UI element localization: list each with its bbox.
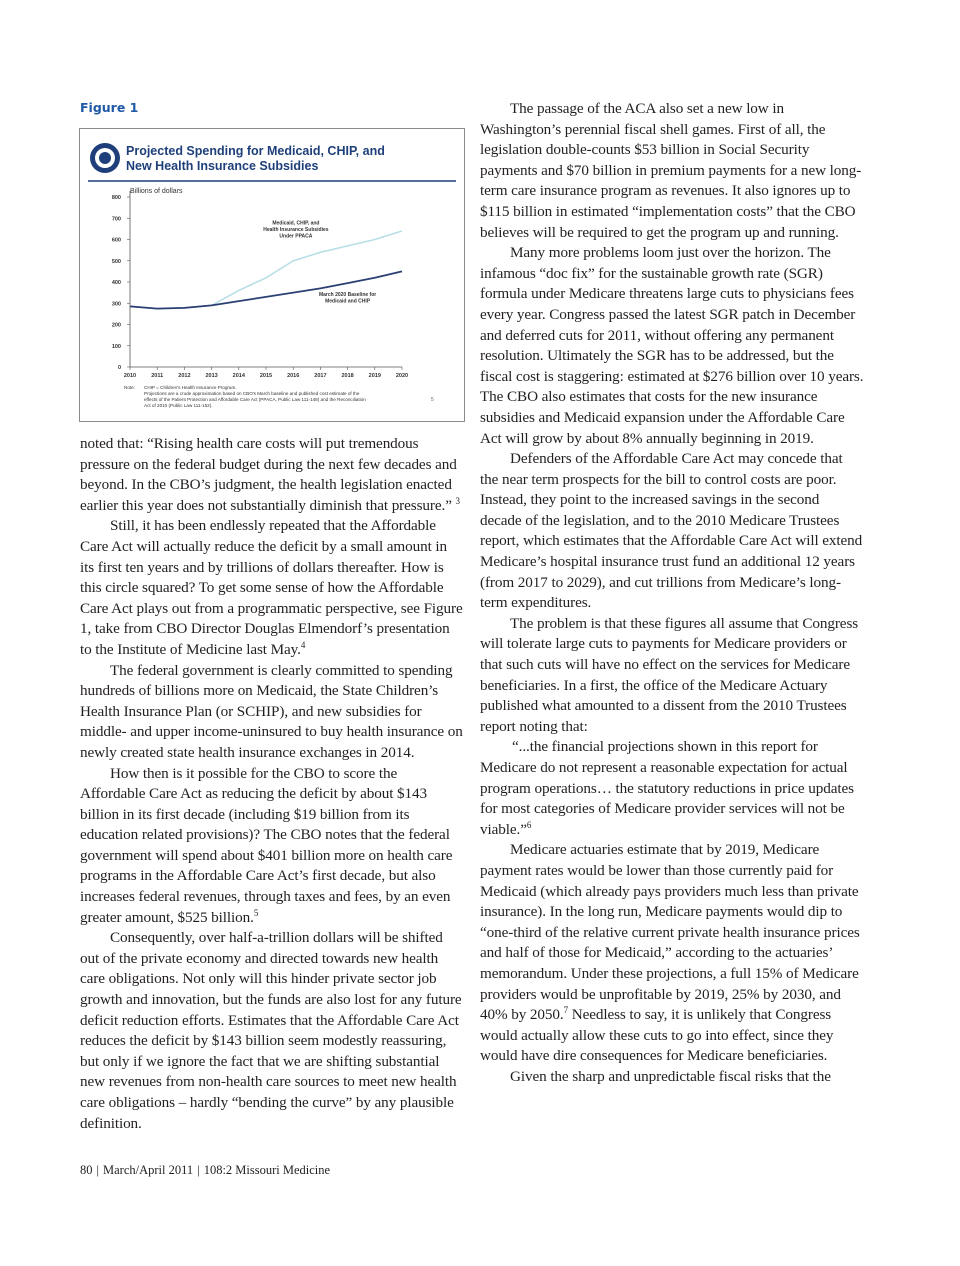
series-label: Under PPACA <box>279 233 313 240</box>
journal-name: 108:2 Missouri Medicine <box>203 1163 331 1177</box>
x-tick-label: 2010 <box>123 373 137 379</box>
x-tick-label: 2020 <box>395 373 409 379</box>
paragraph <box>80 516 464 660</box>
figure-label: Figure 1 <box>80 100 139 115</box>
page-number: 80 <box>80 1163 93 1177</box>
chart-title-line2: New Health Insurance Subsidies <box>126 159 319 173</box>
paragraph-text: noted that: “Rising health care costs will put tremendous pressure on the federal budget during the next few decades and beyond. In the CBO’s judgment, the health legislation enacted earlier this year does not substantially diminish that pressure.” <box>80 435 457 514</box>
paragraph: The federal government is clearly committed to spending hundreds of billions more on Medicaid, the State Children’s Health Insurance Plan (or SCHIP), and new subsidies for middle- and upper income-uninsured to buy health insurance on newly created state health insurance exchanges in 2014. <box>80 661 463 761</box>
footnote-ref: 4 <box>300 639 306 650</box>
paragraph: Given the sharp and unpredictable fiscal risks that the <box>510 1067 831 1085</box>
projected-spending-chart <box>80 129 464 421</box>
y-tick-label: 400 <box>111 280 121 286</box>
y-axis-label: Billions of dollars <box>130 188 183 195</box>
y-tick-label: 100 <box>111 343 121 350</box>
paragraph <box>80 434 464 516</box>
chart-note <box>124 385 434 408</box>
paragraph <box>480 840 864 1067</box>
series-label: Health Insurance Subsidies <box>263 227 329 234</box>
x-tick-label: 2013 <box>205 373 218 379</box>
y-tick-label: 700 <box>111 216 121 223</box>
figure-chart-panel <box>79 128 465 422</box>
x-tick-label: 2012 <box>178 373 191 379</box>
y-tick-label: 200 <box>111 322 121 329</box>
note-label: Note: <box>124 385 135 390</box>
x-tick-label: 2016 <box>287 373 300 379</box>
note-line: CHIP = Children's Health Insurance Program. <box>144 385 237 390</box>
paragraph-text: How then is it possible for the CBO to score the Affordable Care Act as reducing the deficit by about $143 billion in its first decade (including $19 billion from its education related provisions)? The CBO notes that the federal government will spend about $401 billion more on health care programs in the Affordable Care Act’s first decade, but also increases federal revenues, through taxes and fees, by an even greater amount, $525 billion. <box>80 764 453 926</box>
note-line: Projections are a crude approximation based on CBO's March baseline and published cost estimate of the <box>144 391 360 396</box>
paragraph: Many more problems loom just over the horizon. The infamous “doc fix” for the sustainable growth rate (SGR) formula under Medicare threatens large cuts to physicians fees every year. Congress passed the latest SGR patch in December and deferred cuts for 2011, without offering any permanent resolution. Ultimately the SGR has to be addressed, but the fiscal cost is staggering: estimated at $276 billion over 10 years. The CBO also estimates that costs for the new insurance subsidies and Medicaid expansion under the Affordable Care Act will grow by about 8% annually beginning in 2019. <box>480 244 864 447</box>
right-text-column <box>480 99 864 1088</box>
series-label: Medicaid, CHIP, and <box>272 220 320 227</box>
footnote-ref: 6 <box>526 819 532 830</box>
note-line: effects of the Patient Protection and Affordable Care Act (PPACA, Public Law 111-148) and the Reconciliation <box>144 397 366 402</box>
quote-text: “...the financial projections shown in this report for Medicare do not represent a reasonable expectation for actual program operations… the statutory reductions in price updates for most categories of Medicare provider services will not be viable.” <box>480 738 854 838</box>
paragraph: The problem is that these figures all assume that Congress will tolerate large cuts to payments for Medicare providers or that such cuts will have no effect on the services for Medicare beneficiaries. In a first, the office of the Medicare Actuary published what amounted to a dissent from the 2010 Trustees report noting that: <box>480 614 859 735</box>
x-tick-label: 2014 <box>232 373 245 379</box>
series-label: Medicaid and CHIP <box>325 298 371 305</box>
y-tick-label: 300 <box>111 301 121 308</box>
y-tick-label: 600 <box>111 237 121 244</box>
y-tick-label: 800 <box>111 195 121 201</box>
issue-date: March/April 2011 <box>103 1163 194 1177</box>
footnote-ref: 7 <box>563 1005 568 1016</box>
block-quote <box>480 737 864 840</box>
paragraph <box>80 764 464 929</box>
y-tick-label: 500 <box>111 258 121 265</box>
figure-page-number: 5 <box>431 397 434 403</box>
x-tick-label: 2017 <box>314 373 327 379</box>
x-tick-label: 2019 <box>368 373 381 379</box>
cbo-logo <box>90 141 120 173</box>
note-line: Act of 2010 (Public Law 111-152). <box>144 403 213 408</box>
left-text-column <box>80 434 464 1134</box>
chart-title-line1: Projected Spending for Medicaid, CHIP, and <box>126 144 385 158</box>
paragraph-text: Needless to say, it is unlikely that Congress would actually allow these cuts to go into effect, since they would have dire consequences for Medicare beneficiaries. <box>480 1006 834 1065</box>
x-tick-label: 2015 <box>259 373 273 379</box>
plot-area <box>112 191 408 379</box>
paragraph-text: Still, it has been endlessly repeated that the Affordable Care Act will actually reduce the deficit by a small amount in its first ten years and by trillions of dollars thereafter. How is this circle squared? To get some sense of how the Affordable Care Act plays out from a programmatic perspective, see Figure 1, take from CBO Director Douglas Elmendorf’s presentation to the Institute of Medicine last May. <box>80 517 463 658</box>
footnote-ref: 3 <box>455 495 460 506</box>
paragraph: The passage of the ACA also set a new low in Washington’s perennial fiscal shell games. First of all, the legislation double-counts $53 billion in Social Security payments and $70 billion in premium payments for a new long-term care insurance program as revenues. It also ignores up to $115 billion in estimated “implementation costs” that the CBO believes will be required to get the program up and running. <box>480 100 862 241</box>
series-label: March 2020 Baseline for <box>318 291 377 298</box>
page-footer: 80 | March/April 2011 | 108:2 Missouri Medicine <box>80 1163 331 1177</box>
x-tick-label: 2018 <box>341 373 354 379</box>
footnote-ref: 5 <box>253 907 259 918</box>
paragraph-text: Medicare actuaries estimate that by 2019, Medicare payment rates would be lower than those currently paid for Medicaid (which already pays providers much less than private insurance). In the long run, Medicare payments would dip to “one-third of the relative current private health insurance prices and half of those for Medicaid,” according to the actuaries’ memorandum. Under these projections, a full 15% of Medicare providers would be unprofitable by 2019, 25% by 2030, and 40% by 2050. <box>480 841 860 1024</box>
x-tick-label: 2011 <box>151 373 164 379</box>
paragraph: Consequently, over half-a-trillion dollars will be shifted out of the private economy and directed towards new health care obligations. Not only will this hinder private sector job growth and innovation, but the funds are also lost for any future deficit reduction efforts. Estimates that the Affordable Care Act reduces the deficit by $143 billion seem modestly reassuring, but only if we ignore the fact that we are shifting substantial new revenues from non-health care sources to meet new health care obligations – hardly “bending the curve” by any plausible definition. <box>80 929 462 1132</box>
y-tick-label: 0 <box>117 365 121 371</box>
paragraph: Defenders of the Affordable Care Act may concede that the near term prospects for the bill to control costs are poor. Instead, they point to the increased savings in the second decade of the legislation, and to the 2010 Medicare Trustees report, which estimates that the Affordable Care Act will extend Medicare’s hospital insurance trust fund an additional 12 years (from 2017 to 2029), and cut trillions from Medicare’s long-term expenditures. <box>480 450 863 612</box>
